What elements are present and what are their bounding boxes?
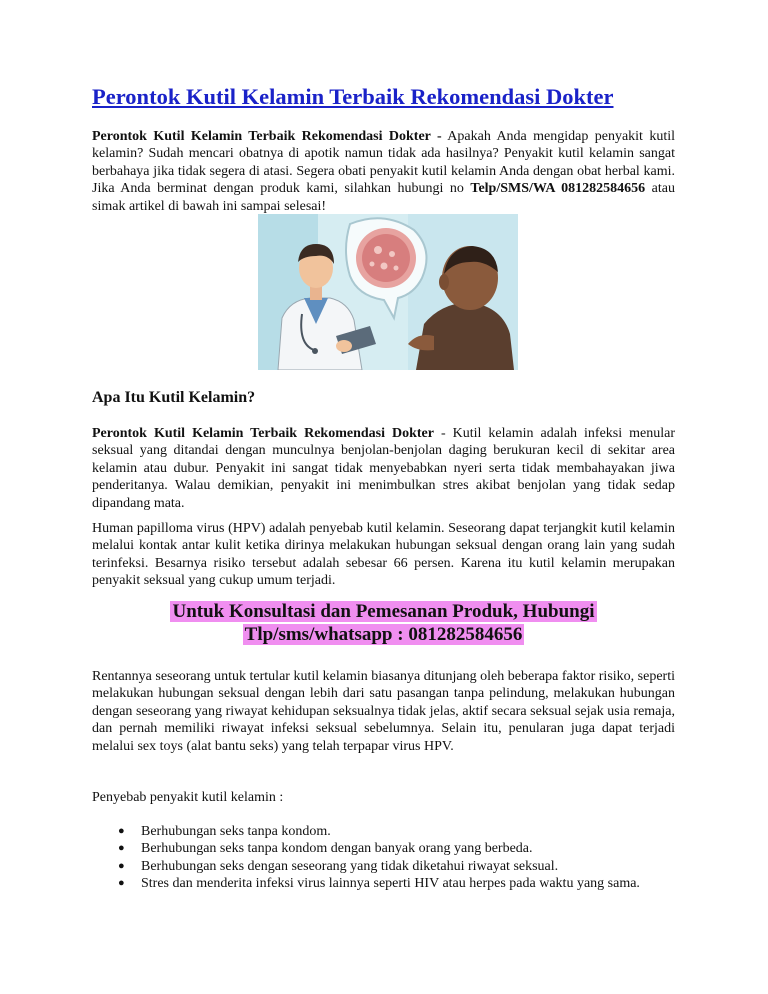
bullet-icon: ● — [118, 842, 125, 855]
risk-paragraph: Rentannya seseorang untuk tertular kutil kelamin biasanya ditunjang oleh beberapa faktor risiko, seperti melakukan hubungan seksual dengan lebih dari satu pasangan tanpa pelindung, melakukan hubungan dengan seseorang yang riwayat kehidupan seksualnya tidak jelas, aktif secara seksual sejak usia remaja, dan pernah memiliki riwayat infeksi seksual sebelumnya. Selain itu, penularan juga dapat terjadi melalui sex toys (alat bantu seks) yang telah terpapar virus HPV. — [92, 669, 675, 754]
bullet-icon: ● — [118, 825, 125, 837]
definition-lead: Perontok Kutil Kelamin Terbaik Rekomendasi Dokter — [92, 426, 434, 441]
bullet-icon: ● — [118, 859, 125, 872]
intro-paragraph — [92, 128, 675, 215]
hpv-paragraph: Human papilloma virus (HPV) adalah penyebab kutil kelamin. Seseorang dapat terjangkit kutil kelamin melalui kontak antar kulit ketika dirinya melakukan hubungan seksual dengan orang lain yang sudah terinfeksi. Besarnya risiko tersebut adalah sebesar 66 persen. Karena itu kutil kelamin merupakan penyakit seksual yang cukup umum terjadi. — [92, 521, 675, 589]
list-item: ● Berhubungan seks tanpa kondom. — [118, 824, 331, 839]
doctor-consultation-illustration — [258, 214, 518, 370]
list-item: ● Stres dan menderita infeksi virus lainnya seperti HIV atau herpes pada waktu yang sama. — [118, 876, 640, 892]
bullet-icon: ● — [118, 877, 125, 890]
contact-callout — [92, 600, 675, 646]
intro-lead: Perontok Kutil Kelamin Terbaik Rekomendasi Dokter - — [92, 129, 442, 144]
intro-text-2: atau simak artikel di bawah ini sampai selesai! — [92, 181, 675, 214]
contact-line-1: Untuk Konsultasi dan Pemesanan Produk, Hubungi — [172, 601, 595, 622]
section-heading: Apa Itu Kutil Kelamin? — [92, 389, 256, 406]
intro-text-1: Apakah Anda mengidap penyakit kutil kelamin? Sudah mencari obatnya di apotik namun tidak ada hasilnya? Penyakit kutil kelamin sangat berbahaya jika tidak segera di atasi. Segera obati penyakit kutil kelamin Anda dengan obat herbal kami. Jika Anda berminat dengan produk kami, silahkan hubungi no — [92, 129, 675, 197]
causes-intro: Penyebab penyakit kutil kelamin : — [92, 790, 284, 805]
causes-list — [92, 823, 675, 893]
definition-text: - Kutil kelamin adalah infeksi menular seksual yang ditandai dengan munculnya benjolan-benjolan daging berukuran kecil di sekitar area kelamin atau dubur. Penyakit ini sangat tidak menyebabkan nyeri serta tidak membahayakan jiwa penderitanya. Walau demikian, penyakit ini menimbulkan stres akibat benjolan yang tidak sedap dipandang mata. — [92, 426, 675, 511]
intro-phone: Telp/SMS/WA 081282584656 — [470, 181, 646, 197]
page-title[interactable]: Perontok Kutil Kelamin Terbaik Rekomendasi Dokter — [92, 84, 614, 109]
definition-paragraph — [92, 425, 675, 512]
list-item: ● Berhubungan seks tanpa kondom dengan banyak orang yang berbeda. — [118, 841, 533, 857]
document-page — [92, 82, 675, 892]
list-item: ● Berhubungan seks dengan seseorang yang tidak diketahui riwayat seksual. — [118, 858, 559, 874]
contact-line-2: Tlp/sms/whatsapp : 081282584656 — [244, 624, 523, 645]
